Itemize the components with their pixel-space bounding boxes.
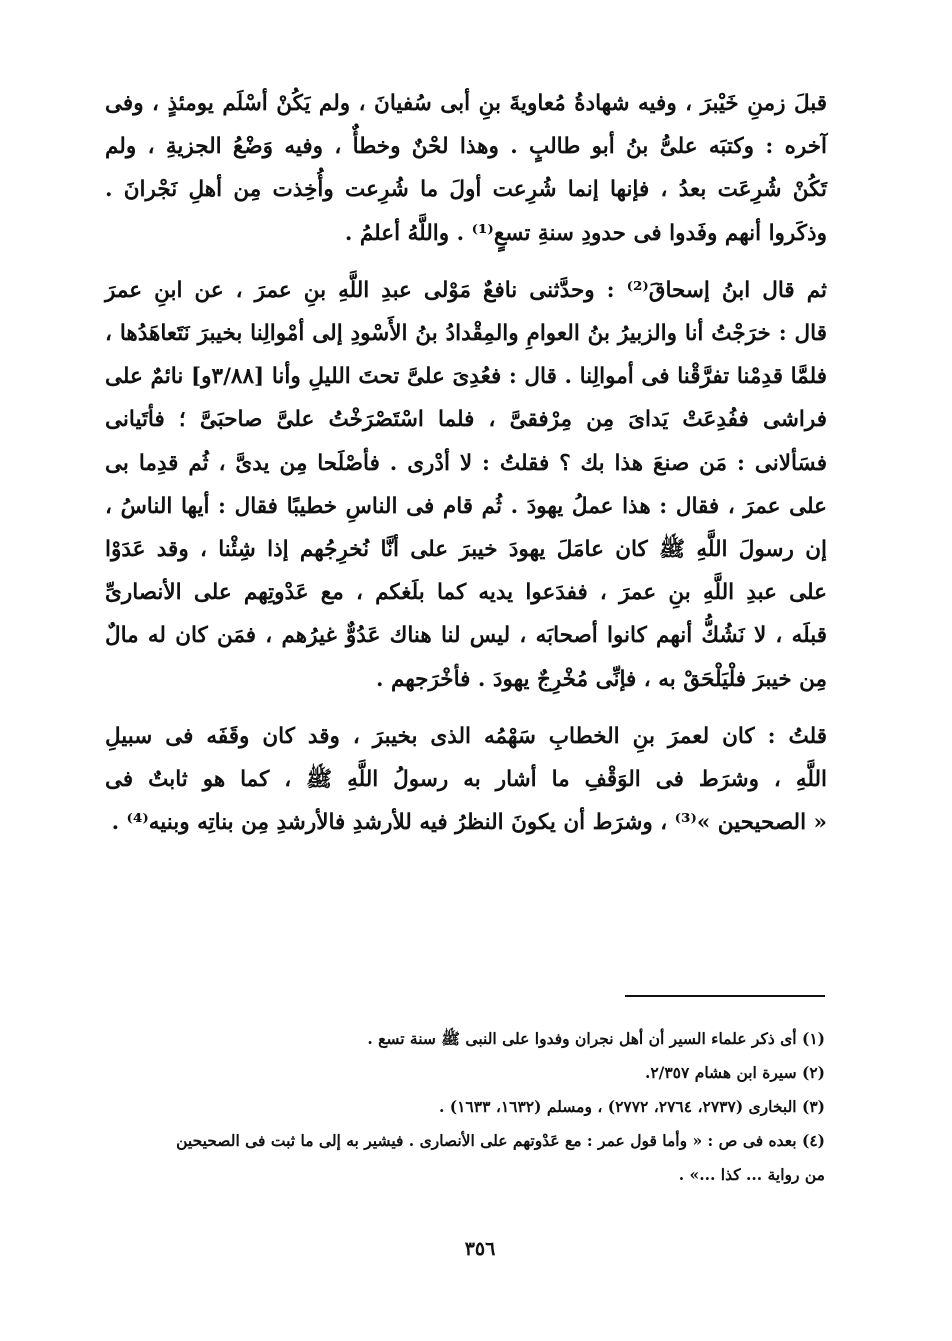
text-line: تَكُنْ شُرِعَت بعدُ ، فإنها إنما شُرِعت أولَ ما شُرِعت وأُخِذت مِن أهلِ نَجْرانَ .: [105, 177, 827, 203]
main-text: [105, 82, 827, 858]
paragraph: [105, 715, 827, 845]
text-line: مِن خيبرَ فلْيَلْحَقْ به ، فإنِّى مُخْرِجٌ يهودَ . فأخْرَجهم .: [375, 666, 827, 692]
text-line: إن رسولَ اللَّهِ ﷺ كان عامَلَ يهودَ خيبرَ على أنَّا نُخرِجُهم إذا شِئْنا ، وقد عَدَوْا: [105, 537, 827, 563]
footnote: (٣) البخارى (٢٧٣٧، ٢٧٦٤، ٢٧٧٢) ، ومسلم (١٦٣٢، ١٦٣٣) .: [438, 1097, 825, 1116]
page-number: ٣٥٦: [464, 1238, 496, 1260]
text-line: وذكَروا أنهم وفَدوا فى حدودِ سنةِ تسعٍ⁽¹⁾ . واللَّهُ أعلمُ .: [344, 220, 827, 246]
footnote: (٢) سيرة ابن هشام ٢/٣٥٧.: [644, 1063, 825, 1082]
text-line: قلتُ : كان لعمرَ بنِ الخطابِ سَهْمُه الذى بخيبرَ ، وقد كان وقَفَه فى سبيلِ: [105, 723, 827, 749]
text-line: قبلَه ، لا نَشُكُّ أنهم كانوا أصحابَه ، ليس لنا هناك عَدُوٌّ غيرُهم ، فمَن كان له مالٌ: [105, 623, 827, 649]
text-line: فراشى ففُدِعَتْ يَداىَ مِن مِرْفقىَّ ، فلما اسْتَصْرَخْتُ علىَّ صاحبَىَّ ؛ فأتَيانى: [105, 407, 827, 433]
text-line: على عبدِ اللَّهِ بنِ عمرَ ، ففدَعوا يديه كما بلَغكم ، مع عَدْوتِهم على الأنصارىِّ: [105, 580, 827, 606]
text-line: اللَّهِ ، وشرَط فى الوَقْفِ ما أشار به رسولُ اللَّهِ ﷺ ، كما هو ثابتٌ فى: [105, 767, 827, 793]
text-line: « الصحيحين »⁽³⁾ ، وشرَط أن يكونَ النظرُ فيه للأرشدِ فالأرشدِ مِن بناتِه وبنيه⁽⁴⁾ .: [111, 810, 827, 836]
footnote: (١) أى ذكر علماء السير أن أهل نجران وفدوا على النبى ﷺ سنة تسع .: [367, 1029, 825, 1048]
text-line: قبلَ زمنِ خَيْبرَ ، وفيه شهادةُ مُعاويةَ بنِ أبى سُفيانَ ، ولم يَكُنْ أسْلَم يومئذٍ ، وفى: [105, 91, 827, 116]
paragraph: [105, 82, 827, 255]
footnote: (٤) بعده فى ص : « وأما قول عمر : مع عَدْوتهم على الأنصارى . فيشير به إلى ما ثبت فى الصحيحين: [176, 1131, 825, 1150]
footnotes: [105, 1022, 825, 1192]
footnote-separator: [625, 995, 825, 997]
footnote-continuation: من رواية ... كذا ...» .: [678, 1165, 825, 1184]
text-line: فلمَّا قدِمْنا تفرَّقْنا فى أموالِنا . قال : فعُدِىَ علىَّ تحتَ الليلِ وأنا [٣/٨٨و] نائمٌ على: [105, 364, 827, 390]
text-line: ثم قال ابنُ إسحاقَ⁽²⁾ : وحدَّثنى نافعٌ مَوْلى عبدِ اللَّهِ بنِ عمرَ ، عن ابنِ عمرَ: [105, 277, 828, 303]
paragraph: [105, 269, 827, 701]
text-line: قال : خرَجْتُ أنا والزبيرُ بنُ العوامِ والمِقْدادُ بنُ الأَسْودِ إلى أمْوالِنا بخيبرَ نَتَعاهَدُها ،: [105, 321, 827, 347]
text-line: على عمرَ ، فقال : هذا عملُ يهودَ . ثُم قام فى الناسِ خطيبًا فقال : أيها الناسُ ،: [105, 493, 827, 519]
text-line: آخره : وكتبَه علىُّ بنُ أبو طالبٍ . وهذا لحْنٌ وخطأٌ ، وفيه وَضْعُ الجزيةِ ، ولم: [105, 134, 827, 160]
text-line: فسَألانى : مَن صنعَ هذا بك ؟ فقلتُ : لا أدْرى . فأصْلَحا مِن يدىَّ ، ثُم قدِما بى: [105, 450, 827, 476]
